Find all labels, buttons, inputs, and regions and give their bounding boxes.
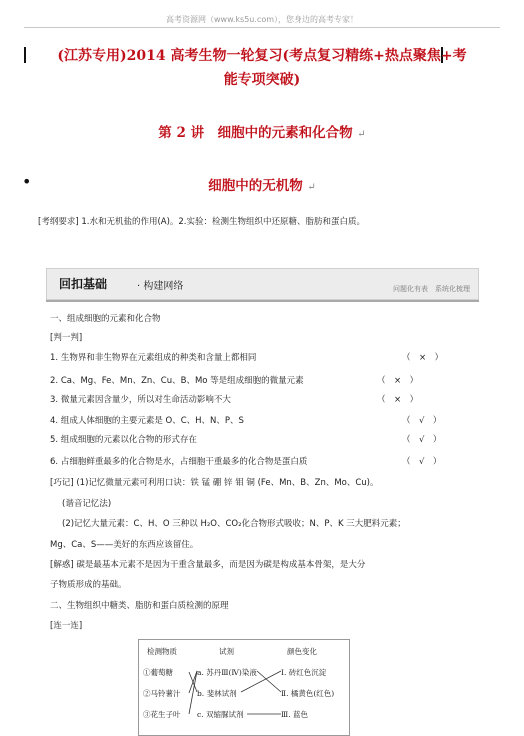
color-item: Ⅰ. 砖红色沉淀 bbox=[281, 668, 327, 677]
banner-subtitle: · 构建网络 bbox=[137, 281, 184, 292]
section-title-text: 细胞中的无机物 bbox=[208, 178, 303, 194]
requirements-label: [考纲要求] bbox=[38, 217, 79, 227]
match-line bbox=[189, 671, 197, 714]
paragraph-mark-icon: ↵ bbox=[357, 129, 366, 140]
banner-right-caption: 问题化有表 系统化梳理 bbox=[393, 285, 470, 293]
judge-item bbox=[50, 374, 304, 388]
memory-tip-line-4: Mg、Ca、S——美好的东西应该留住。 bbox=[50, 540, 199, 550]
judge-item-answer: （ √ ） bbox=[402, 435, 442, 445]
judge-item bbox=[50, 433, 197, 447]
title-line-2: 能专项突破) bbox=[223, 72, 301, 88]
judge-item-answer: （ × ） bbox=[377, 395, 419, 405]
matching-lines bbox=[139, 640, 349, 735]
judge-item-answer: （ × ） bbox=[402, 353, 444, 363]
substance-item: ②马铃薯汁 bbox=[143, 689, 181, 698]
judge-item-text: 生物界和非生物界在元素组成的种类和含量上都相同 bbox=[60, 353, 257, 363]
judge-item bbox=[50, 414, 244, 428]
banner-main-title: 回扣基础 bbox=[59, 277, 108, 291]
substance-item: ①葡萄糖 bbox=[143, 668, 173, 677]
judge-item-number: 3. bbox=[50, 395, 59, 405]
judge-item bbox=[50, 455, 307, 469]
judge-item-text: 微量元素因含量少，所以对生命活动影响不大 bbox=[60, 395, 231, 405]
judge-item-answer: （ × ） bbox=[377, 376, 419, 386]
paragraph-mark-icon: ↵ bbox=[307, 182, 316, 193]
judge-item-number: 6. bbox=[50, 457, 59, 467]
judge-item-text: 组成细胞的元素以化合物的形式存在 bbox=[60, 435, 197, 445]
part1-heading: 一、组成细胞的元素和化合物 bbox=[50, 314, 161, 324]
table-header-color: 颜色变化 bbox=[287, 647, 317, 656]
judge-item-answer: （ √ ） bbox=[402, 416, 442, 426]
judge-item bbox=[50, 351, 256, 365]
section-title bbox=[0, 174, 524, 194]
explain-text-1: 碳是最基本元素不是因为干重含量最多，而是因为碳是构成基本骨架，是大分 bbox=[76, 560, 366, 570]
lecture-title bbox=[0, 121, 524, 141]
color-item: Ⅱ. 橘黄色(红色) bbox=[281, 689, 335, 698]
reagent-item: b. 斐林试剂 bbox=[197, 689, 237, 698]
judge-label: [判一判] bbox=[50, 333, 83, 343]
judge-item-text: 组成人体细胞的主要元素是 O、C、H、N、P、S bbox=[60, 416, 244, 426]
substance-item: ③花生子叶 bbox=[143, 710, 181, 719]
memory-tip-line-2: (谐音记忆法) bbox=[62, 499, 112, 509]
judge-item-number: 4. bbox=[50, 416, 59, 426]
color-item: Ⅲ. 蓝色 bbox=[281, 710, 309, 719]
judge-item bbox=[50, 393, 231, 407]
table-header-substance: 检测物质 bbox=[147, 647, 177, 656]
title-line-1: (江苏专用)2014 高考生物一轮复习(考点复习精练+热点聚焦+考 bbox=[57, 48, 467, 64]
judge-item-number: 5. bbox=[50, 435, 59, 445]
judge-item-text: Ca、Mg、Fe、Mn、Zn、Cu、B、Mo 等是组成细胞的微量元素 bbox=[60, 376, 304, 386]
table-header-reagent: 试剂 bbox=[219, 647, 234, 656]
memory-tip-line-1 bbox=[50, 476, 379, 490]
reagent-item: c. 双缩脲试剂 bbox=[197, 710, 244, 719]
lecture-title-text: 第 2 讲 细胞中的元素和化合物 bbox=[158, 125, 353, 141]
document-title bbox=[20, 44, 504, 92]
judge-item-text: 占细胞鲜重最多的化合物是水，占细胞干重最多的化合物是蛋白质 bbox=[60, 457, 308, 467]
explain-label: [解惑] bbox=[50, 560, 74, 570]
reagent-item: a. 苏丹Ⅲ(Ⅳ)染液 bbox=[197, 668, 257, 677]
explain-line-2: 子物质形成的基础。 bbox=[50, 580, 127, 590]
memory-text-1: (1)记忆微量元素可利用口诀：铁 锰 硼 锌 钼 铜 (Fe、Mn、B、Zn、Mo、Cu)。 bbox=[76, 478, 379, 488]
bullet-icon: • bbox=[22, 172, 32, 191]
header-divider bbox=[24, 27, 500, 28]
requirements-text: 1.水和无机盐的作用(A)。2.实验：检测生物组织中还原糖、脂肪和蛋白质。 bbox=[81, 217, 366, 227]
judge-item-answer: （ √ ） bbox=[402, 457, 442, 467]
page-header-watermark: 高考资源网（www.ks5u.com），您身边的高考专家！ bbox=[165, 15, 359, 24]
part2-heading: 二、生物组织中糖类、脂肪和蛋白质检测的原理 bbox=[50, 601, 229, 611]
explain-line-1 bbox=[50, 558, 365, 572]
memory-label: [巧记] bbox=[50, 478, 74, 488]
matching-table bbox=[138, 639, 350, 736]
review-banner bbox=[46, 268, 479, 300]
judge-item-number: 2. bbox=[50, 376, 59, 386]
memory-tip-line-3: (2)记忆大量元素：C、H、O 三种以 H₂O、CO₂化合物形式吸收；N、P、K 三大肥料元素； bbox=[62, 519, 406, 529]
exam-requirements bbox=[38, 212, 478, 232]
link-label: [连一连] bbox=[50, 621, 83, 631]
judge-item-number: 1. bbox=[50, 353, 59, 363]
